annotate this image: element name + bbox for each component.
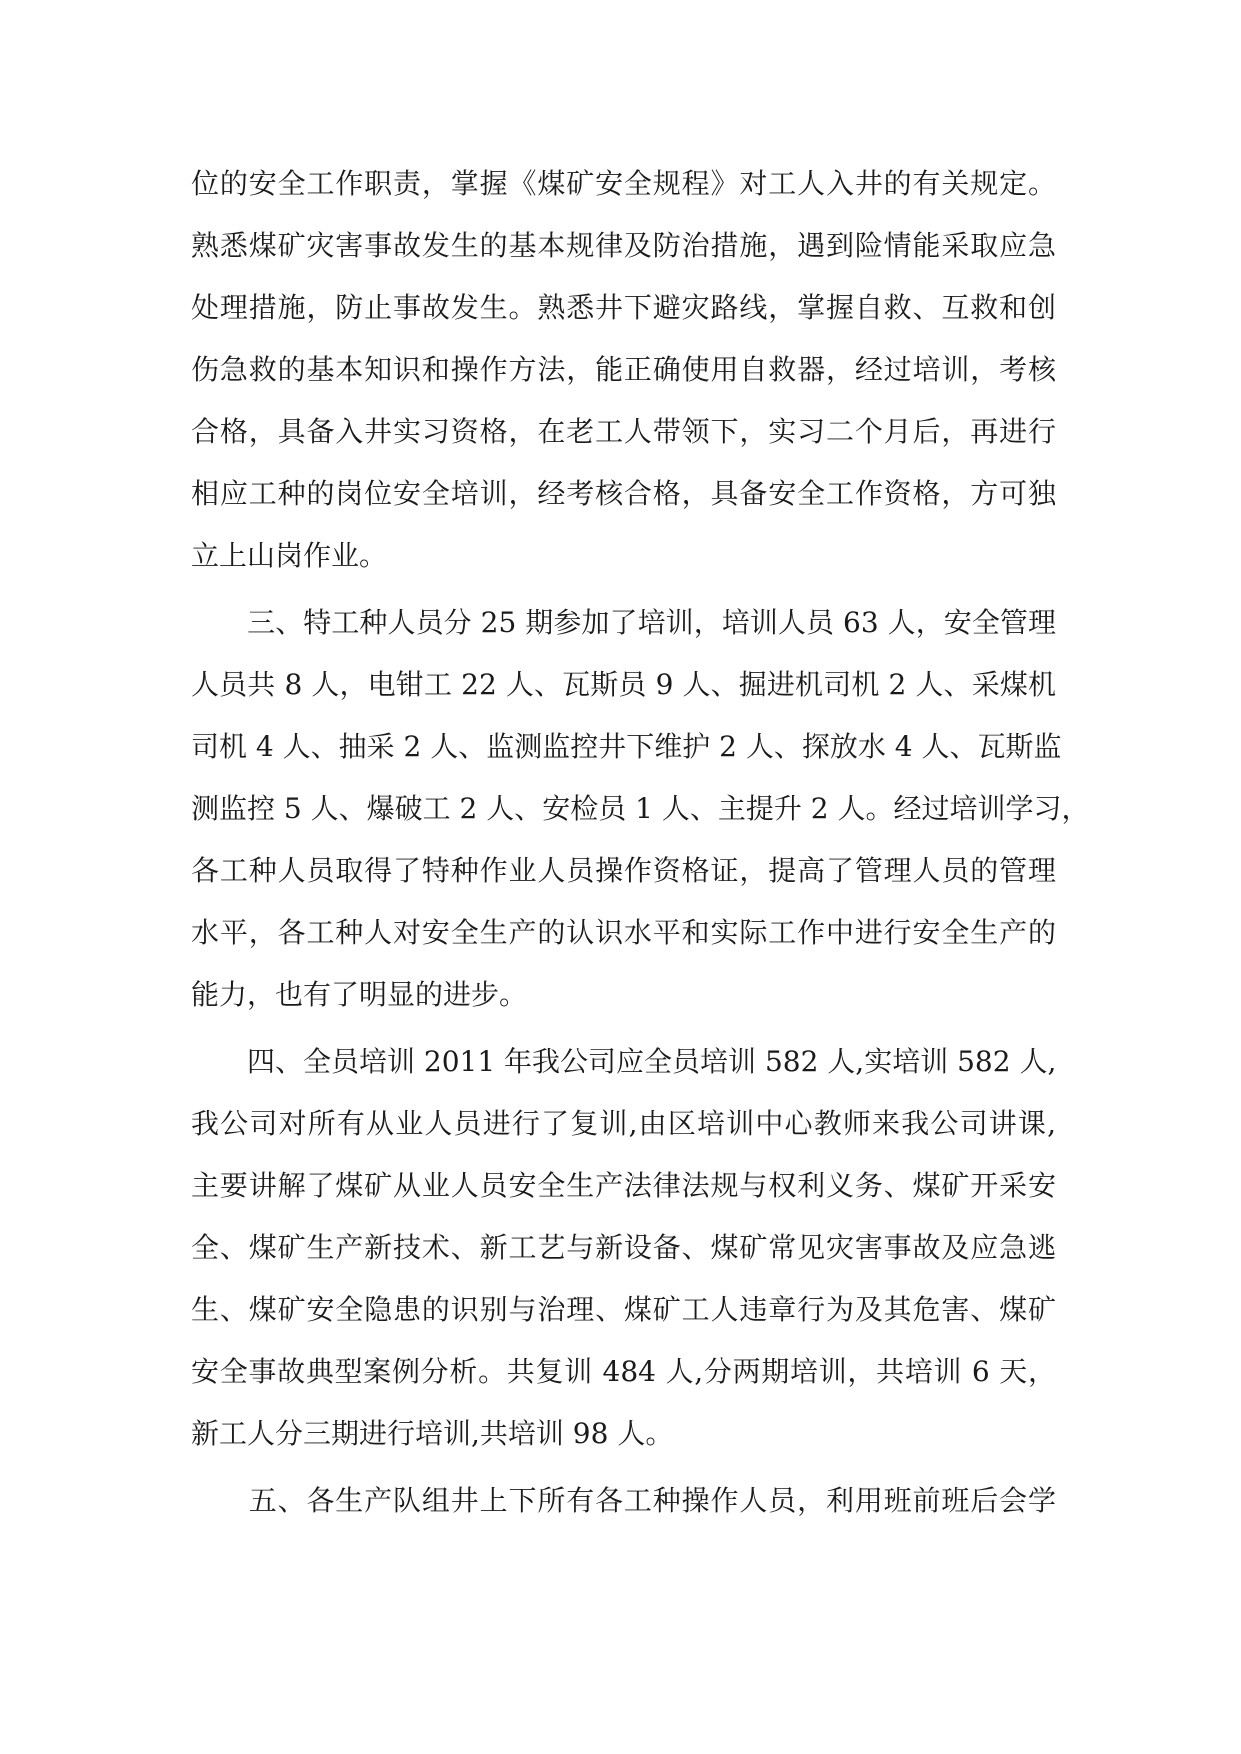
text-line: 处理措施，防止事故发生。熟悉井下避灾路线，掌握自救、互救和创	[191, 291, 1056, 324]
text-line: 新工人分三期进行培训,共培训 98 人。	[191, 1417, 674, 1450]
text-line: 测监控 5 人、爆破工 2 人、安检员 1 人、主提升 2 人。经过培训学习，	[191, 792, 1090, 825]
text-line: 熟悉煤矿灾害事故发生的基本规律及防治措施，遇到险情能采取应急	[191, 229, 1056, 262]
paragraph-all-staff-training	[191, 1031, 1056, 1465]
text-line: 人员共 8 人，电钳工 22 人、瓦斯员 9 人、掘进机司机 2 人、采煤机	[191, 668, 1056, 701]
text-line: 生、煤矿安全隐患的识别与治理、煤矿工人违章行为及其危害、煤矿	[191, 1293, 1056, 1326]
text-line: 四、全员培训 2011 年我公司应全员培训 582 人,实培训 582 人,	[191, 1045, 1057, 1078]
text-line: 全、煤矿生产新技术、新工艺与新设备、煤矿常见灾害事故及应急逃	[191, 1231, 1056, 1264]
text-line: 司机 4 人、抽采 2 人、监测监控井下维护 2 人、探放水 4 人、瓦斯监	[191, 730, 1062, 763]
text-line: 立上山岗作业。	[191, 539, 388, 572]
paragraph-production-teams	[191, 1470, 1056, 1532]
text-line: 安全事故典型案例分析。共复训 484 人,分两期培训，共培训 6 天，	[191, 1355, 1056, 1388]
text-line: 水平，各工种人对安全生产的认识水平和实际工作中进行安全生产的	[191, 916, 1056, 949]
text-line: 合格，具备入井实习资格，在老工人带领下，实习二个月后，再进行	[191, 415, 1056, 448]
text-line: 能力，也有了明显的进步。	[191, 978, 528, 1011]
text-line: 主要讲解了煤矿从业人员安全生产法律法规与权利义务、煤矿开采安	[191, 1169, 1056, 1202]
paragraph-duty-and-training	[191, 153, 1056, 587]
paragraph-special-workers	[191, 592, 1090, 1026]
text-line: 相应工种的岗位安全培训，经考核合格，具备安全工作资格，方可独	[191, 477, 1056, 510]
text-line: 位的安全工作职责，掌握《煤矿安全规程》对工人入井的有关规定。	[191, 167, 1056, 200]
text-line: 三、特工种人员分 25 期参加了培训，培训人员 63 人，安全管理	[191, 606, 1056, 639]
text-line: 五、各生产队组井上下所有各工种操作人员，利用班前班后会学	[191, 1484, 1056, 1517]
text-line: 各工种人员取得了特种作业人员操作资格证，提高了管理人员的管理	[191, 854, 1056, 887]
text-line: 伤急救的基本知识和操作方法，能正确使用自救器，经过培训，考核	[191, 353, 1056, 386]
text-line: 我公司对所有从业人员进行了复训,由区培训中心教师来我公司讲课,	[191, 1107, 1056, 1140]
document-body	[191, 153, 1090, 1532]
